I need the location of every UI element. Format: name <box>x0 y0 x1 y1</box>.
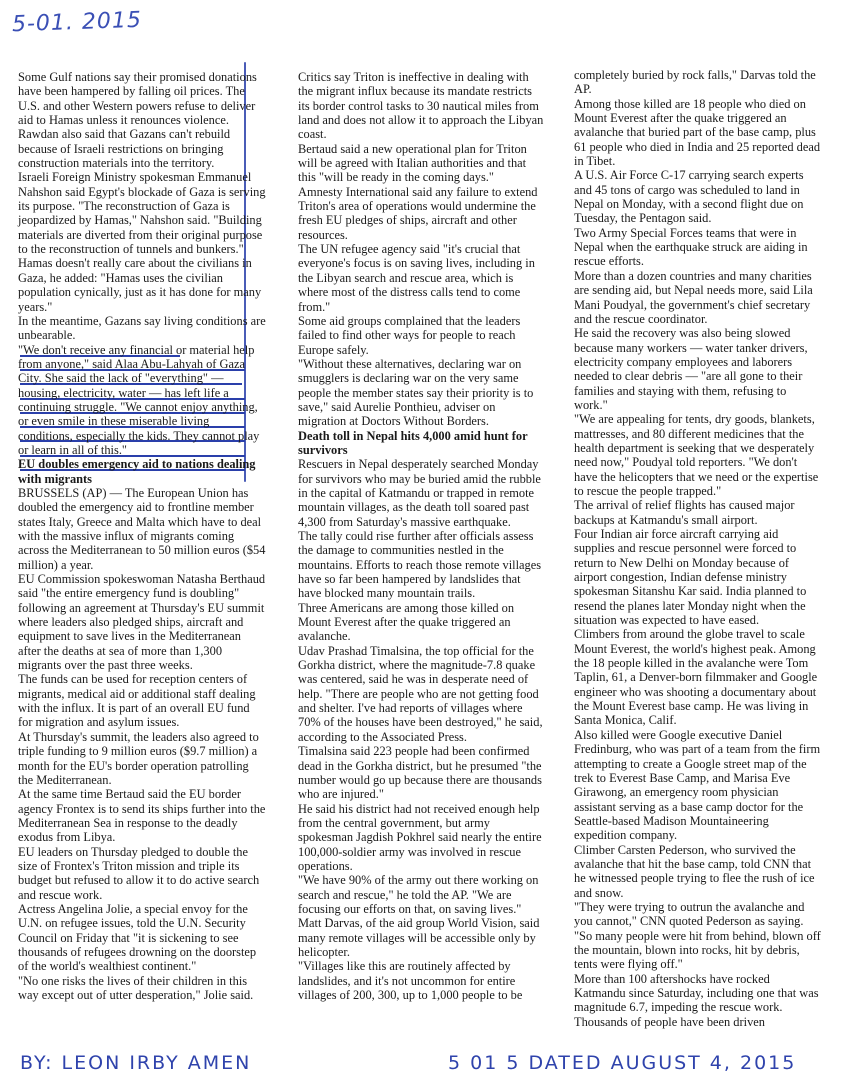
article-paragraph: "Villages like this are routinely affected by landslides, and it's not uncommon for entire villages of 200, 300, up to 1,000 people to be <box>298 959 523 1002</box>
article-paragraph: He said the recovery was also being slowed because many workers — water tanker drivers, electricity company employees and laborers needed to clear debris — "are all gone to their families and staying with them, refusing to work." <box>574 326 808 412</box>
handwritten-bottom-date: 5 01 5 DATED AUGUST 4, 2015 <box>448 1052 797 1074</box>
article-paragraph: Hamas doesn't really care about the civilians in Gaza, he added: "Hamas uses the civilian population cynically, just as it has done for many years." <box>18 256 262 314</box>
article-paragraph: Some aid groups complained that the leaders failed to find other ways for people to reach Europe safely. <box>298 313 521 357</box>
article-paragraph: "We have 90% of the army out there working on search and rescue," he told the AP. "We are focusing our efforts on that, on saving lives." <box>298 873 539 916</box>
article-paragraph: "Without these alternatives, declaring war on smugglers is declaring war on the very same people the member states say their priority is to save," said Aurelie Ponthieu, adviser on migration at Doctors Without Borders. <box>298 356 534 429</box>
article-paragraph: "We don't receive any financial or material help from anyone," said Alaa Abu-Lahyah of Gaza City. She said the lack of "everything" — housing, electricity, water — has left life a continuing struggle. "We cannot enjoy anything, or even smile in these miserable living conditions, especially the kids. They cannot play or learn in all of this." <box>18 342 260 457</box>
article-paragraph: Climber Carsten Pederson, who survived the avalanche that hit the base camp, told CNN that he witnessed people trying to flee the rush of ice and snow. <box>574 842 815 900</box>
article-paragraph: Two Army Special Forces teams that were in Nepal when the earthquake struck are aiding in rescue efforts. <box>574 225 808 269</box>
article-paragraph: Rawdan also said that Gazans can't rebuild because of Israeli restrictions on bringing construction materials into the territory. <box>18 127 231 171</box>
article-paragraph: Four Indian air force aircraft carrying aid supplies and rescue personnel were forced to return to New Delhi on Monday because of airport congestion, Indian defense ministry spokesman Sitanshu Kar said. India planned to resend the planes later Monday night when the situation was expected to have eased. <box>574 527 807 628</box>
article-paragraph: "They were trying to outrun the avalanche and you cannot," CNN quoted Pederson as saying. "So many people were hit from behind, blown off the mountain, blown into rocks, hit by debris, tents were flying off." <box>574 899 821 972</box>
article-paragraph: The funds can be used for reception centers of migrants, medical aid or additional staff dealing with the influx. It is part of an overall EU fund for migration and asylum issues. <box>18 672 256 730</box>
article-paragraph: Rescuers in Nepal desperately searched Monday for survivors who may be buried amid the rubble in the capital of Katmandu or trapped in remote mountain villages, as the death toll soared past 4,300 from Saturday's massive earthquake. <box>298 457 541 529</box>
article-paragraph: Also killed were Google executive Daniel Fredinburg, who was part of a team from the firm attempting to create a Google street map of the trek to Everest Base Camp, and Marisa Eve Girawong, an emergency room physician assistant serving as a base camp doctor for the Seattle-based Madison Mountaineering expedition company. <box>574 727 821 843</box>
article-column-1 <box>18 70 266 1002</box>
article-paragraph: The arrival of relief flights has caused major backups at Katmandu's small airport. <box>574 498 795 527</box>
article-paragraph: Amnesty International said any failure to extend Triton's area of operations would undermine the fresh EU pledges of ships, aircraft and other resources. <box>298 184 538 242</box>
article-paragraph: "We are appealing for tents, dry goods, blankets, mattresses, and 80 different medicines that the health department is seeking that we desperately need now," Poudyal told reporters. "We don't have the helicopters that we need or the expertise to rescue the people trapped." <box>574 412 819 498</box>
article-column-2 <box>298 70 546 1002</box>
article-headline: Death toll in Nepal hits 4,000 amid hunt for survivors <box>298 428 528 457</box>
article-paragraph: In the meantime, Gazans say living conditions are unbearable. <box>18 313 266 343</box>
article-paragraph: He said his district had not received enough help from the central government, but army spokesman Jagdish Pokhrel said nearly the entire 100,000-soldier army was involved in rescue operations. <box>298 801 542 873</box>
article-paragraph: The tally could rise further after officials assess the damage to communities nestled in the mountains. Efforts to reach those remote villages have so far been hampered by landslides that have blocked many mountain trails. <box>298 529 542 601</box>
article-paragraph: Actress Angelina Jolie, a special envoy for the U.N. on refugee issues, told the U.N. Security Council on Friday that "it is sickening to see thousands of refugees drowning on the doorstep of the world's wealthiest continent." <box>18 901 257 974</box>
article-paragraph: EU Commission spokeswoman Natasha Berthaud said "the entire emergency fund is doubling" following an agreement at Thursday's EU summit where leaders also pledged ships, aircraft and equipment to save lives in the Mediterranean after the deaths at sea of more than 1,300 migrants over the past three weeks. <box>18 572 266 673</box>
article-paragraph: completely buried by rock falls," Darvas told the AP. <box>574 68 816 97</box>
article-paragraph: The UN refugee agency said "it's crucial that everyone's focus is on saving lives, including in the Libyan search and rescue area, which is where most of the distress calls tend to come from." <box>298 242 535 314</box>
article-headline: EU doubles emergency aid to nations dealing with migrants <box>18 457 256 486</box>
article-paragraph: Matt Darvas, of the aid group World Vision, said many remote villages will be accessible only by helicopter. <box>298 916 540 959</box>
article-paragraph: Climbers from around the globe travel to scale Mount Everest, the world's highest peak. Among the 18 people killed in the avalanche were Tom Taplin, 61, a Denver-born filmmaker and Google engineer who was shooting a documentary about the Mount Everest base camp. He was living in Santa Monica, Calif. <box>574 627 818 728</box>
article-paragraph: At the same time Bertaud said the EU border agency Frontex is to send its ships further into the Mediterranean Sea in response to the deadly exodus from Libya. <box>18 787 266 845</box>
article-paragraph: At Thursday's summit, the leaders also agreed to triple funding to 9 million euros ($9.7 million) a month for the EU's border operation patrolling the Mediterranean. <box>18 729 259 787</box>
article-paragraph: EU leaders on Thursday pledged to double the size of Frontex's Triton mission and triple its budget but refused to allow it to do active search and rescue work. <box>18 844 260 902</box>
article-paragraph: Israeli Foreign Ministry spokesman Emmanuel Nahshon said Egypt's blockade of Gaza is serving its purpose. "The reconstruction of Gaza is jeopardized by Hamas," Nahshon said. "Building materials are diverted from their original purpose to the reconstruction of tunnels and bunkers." <box>18 170 266 257</box>
article-paragraph: Three Americans are among those killed on Mount Everest after the quake triggered an avalanche. <box>298 600 515 644</box>
article-paragraph: Some Gulf nations say their promised donations have been hampered by falling oil prices. The U.S. and other Western powers refuse to deliver aid to Hamas unless it renounces violence. <box>18 70 257 128</box>
article-paragraph: Udav Prashad Timalsina, the top official for the Gorkha district, where the magnitude-7.8 quake was centered, said he was in desperate need of help. "There are people who are not getting food and shelter. I've had reports of villages where 70% of the houses have been destroyed," he said, according to the Associated Press. <box>298 643 543 744</box>
article-paragraph: More than 100 aftershocks have rocked Katmandu since Saturday, including one that was magnitude 6.7, impeding the rescue work. Thousands of people have been driven <box>574 971 819 1029</box>
article-paragraph: Critics say Triton is ineffective in dealing with the migrant influx because its mandate restricts its border control tasks to 30 nautical miles from land and does not allow it to approach the Libyan coast. <box>298 70 544 142</box>
handwritten-byline: BY: LEON IRBY AMEN <box>20 1052 252 1074</box>
handwritten-date: 5-01. 2015 <box>11 7 143 38</box>
article-paragraph: Among those killed are 18 people who died on Mount Everest after the quake triggered an avalanche that buried part of the base camp, plus 61 people who died in India and 25 reported dead in Tibet. <box>574 96 821 169</box>
article-paragraph: A U.S. Air Force C-17 carrying search experts and 45 tons of cargo was scheduled to land in Nepal on Monday, with a second flight due on Tuesday, the Pentagon said. <box>574 168 804 226</box>
article-paragraph: BRUSSELS (AP) — The European Union has doubled the emergency aid to frontline member states Italy, Greece and Malta which have to deal with the massive influx of migrants coming across the Mediterranean to 50 million euros ($54 million) a year. <box>18 485 266 572</box>
handwritten-signature-line <box>20 1052 840 1074</box>
article-paragraph: More than a dozen countries and many charities are sending aid, but Nepal needs more, said Lila Mani Poudyal, the government's chief secretary and the rescue coordinator. <box>574 268 813 326</box>
article-column-3 <box>574 68 822 1029</box>
article-paragraph: "No one risks the lives of their children in this way except out of utter desperation," Jolie said. <box>18 973 254 1002</box>
article-paragraph: Timalsina said 223 people had been confirmed dead in the Gorkha district, but he presumed "the number would go up because there are thousands who are injured." <box>298 744 542 802</box>
article-paragraph: Bertaud said a new operational plan for Triton will be agreed with Italian authorities and that this "will be ready in the coming days." <box>298 141 527 185</box>
